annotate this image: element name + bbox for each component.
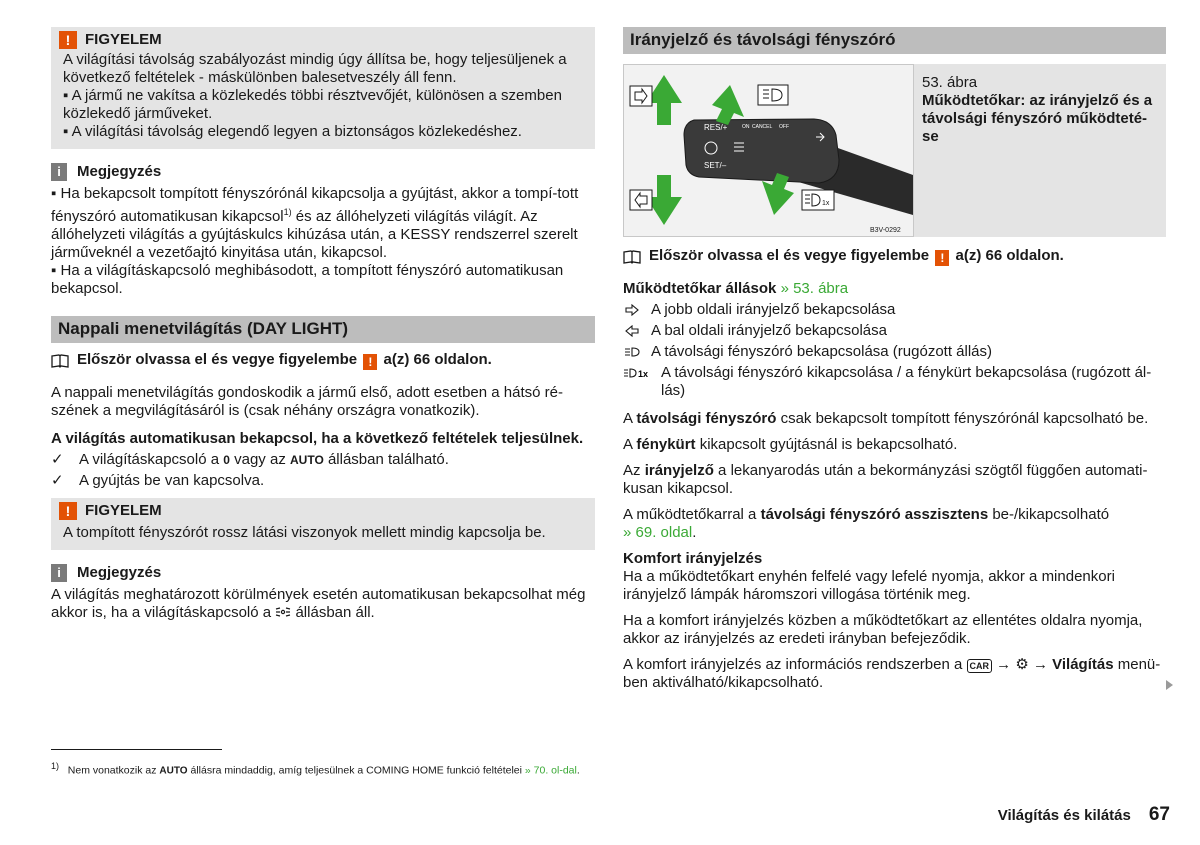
figure-title: Működtetőkar: az irányjelző és a távolsági fényszóró működteté-se	[922, 92, 1153, 145]
book-icon	[51, 354, 69, 368]
footnote-ref: 1)	[283, 207, 292, 217]
arrow-right-icon	[623, 301, 641, 319]
warning-bullet: ▪ A jármű ne vakítsa a közlekedés többi résztvevőjét, különösen a szemben közlekedő járműveket.	[63, 87, 562, 122]
section-heading: Nappali menetvilágítás (DAY LIGHT)	[51, 316, 595, 343]
settings-icon: ⚙	[1015, 656, 1029, 673]
high-beam-icon	[623, 343, 641, 361]
right-column	[623, 27, 1166, 692]
note-header	[51, 564, 595, 582]
left-column	[51, 27, 595, 622]
note-title: Megjegyzés	[77, 163, 162, 180]
warning-box-1	[51, 27, 595, 149]
note-paragraph: A világítás meghatározott körülmények esetén automatikusan bekapcsolhat még akkor is, ha a világításkapcsoló a állásban áll.	[51, 586, 586, 621]
figure-caption	[914, 64, 1166, 237]
check-item	[51, 472, 595, 490]
legend-text: A bal oldali irányjelző bekapcsolása	[651, 322, 887, 339]
warning-body	[59, 524, 587, 542]
car-button-icon: CAR	[967, 659, 993, 673]
bold-line: A világítás automatikusan bekapcsol, ha a következő feltételek teljesülnek.	[51, 430, 584, 447]
chapter-title: Világítás és kilátás	[997, 807, 1131, 824]
warning-text: A tompított fényszórót rossz látási viszonyok mellett mindig kapcsolja be.	[63, 524, 546, 541]
legend-item	[623, 301, 1166, 319]
read-first-line	[51, 351, 595, 370]
note-text: ▪ Ha bekapcsolt tompított fényszórónál kikapcsolja a gyújtást, akkor a tompí-tott fényszóró automatikusan kikapcsol	[51, 185, 579, 225]
lever-label-set: SET/–	[704, 161, 727, 170]
book-icon	[623, 250, 641, 264]
read-first-text: Először olvassa el és vegye figyelembe ! a(z) 66 oldalon.	[649, 247, 1064, 265]
lever-label-cancel: CANCEL	[752, 124, 773, 130]
legend-item	[623, 322, 1166, 340]
figure	[623, 64, 1166, 237]
page-link[interactable]: » 69. oldal	[623, 524, 693, 541]
paragraph: A működtetőkarral a távolsági fényszóró asszisztens be-/kikapcsolható » 69. oldal.	[623, 506, 1110, 541]
note-paragraph	[51, 185, 595, 262]
note-header	[51, 163, 595, 181]
paragraph: A fénykürt kikapcsolt gyújtásnál is bekapcsolható.	[623, 436, 958, 453]
lever-label-off: OFF	[779, 124, 789, 130]
paragraph: Ha a működtetőkart enyhén felfelé vagy lefelé nyomja, akkor a mindenkori irányjelző lámpák háromszori villogása történik meg.	[623, 568, 1115, 603]
warning-header	[59, 31, 587, 49]
note-text: és az állóhelyzeti világítás világít. Az állóhelyzeti világítás a gyújtáskulcs kihúzása után, a KESSY rendszerrel szerelt járműveknél a vezetőajtó kinyitása után, kikapcsol.	[51, 208, 578, 261]
warning-header	[59, 502, 587, 520]
read-first-text: Először olvassa el és vegye figyelembe ! a(z) 66 oldalon.	[77, 351, 492, 369]
positions-label: Működtetőkar állások	[623, 280, 777, 297]
paragraph: Ha a komfort irányjelzés közben a működtetőkart az ellentétes oldalra nyomja, akkor az irányjelzés az eredeti irányban befejeződik.	[623, 612, 1143, 647]
footnote-link[interactable]: » 70. ol-dal	[524, 764, 577, 777]
legend-text: A távolsági fényszóró bekapcsolása (rugózott állás)	[651, 343, 993, 360]
lever-drawing	[624, 65, 913, 236]
footnote-number: 1)	[51, 761, 60, 771]
subheading: Komfort irányjelzés	[623, 550, 763, 567]
read-first-line	[623, 247, 1166, 266]
check-text: A gyújtás be van kapcsolva.	[79, 472, 265, 489]
legend-item	[623, 364, 1166, 400]
lever-label-on: ON	[742, 124, 750, 130]
checkmark-icon: ✓	[51, 451, 64, 468]
high-beam-flash-icon	[623, 364, 651, 382]
warning-bullet: ▪ A világítási távolság elegendő legyen a biztonságos közlekedéshez.	[63, 123, 522, 140]
arrow-left-icon	[623, 322, 641, 340]
warning-icon: !	[59, 31, 77, 49]
page-number: 67	[1148, 804, 1170, 825]
legend-text: A jobb oldali irányjelző bekapcsolása	[651, 301, 896, 318]
check-item	[51, 451, 595, 469]
paragraph: A komfort irányjelzés az információs rendszerben a CAR → ⚙ → Világítás menü-ben aktiválható/kikapcsolható.	[623, 656, 1161, 691]
info-icon: i	[51, 163, 67, 181]
warning-icon: !	[59, 502, 77, 520]
page-footer	[998, 806, 1170, 825]
paragraph: Az irányjelző a lekanyarodás után a bekormányzási szögtől függően automati-kusan kikapcsol.	[623, 462, 1148, 497]
note-paragraph: ▪ Ha a világításkapcsoló meghibásodott, a tompított fényszóró automatikusan bekapcsol.	[51, 262, 564, 297]
auto-symbol: AUTO	[290, 453, 324, 467]
svg-text:1x: 1x	[638, 369, 649, 379]
warning-icon: !	[935, 250, 949, 266]
legend-text: A távolsági fényszóró kikapcsolása / a fénykürt bekapcsolása (rugózott ál-lás)	[661, 364, 1152, 399]
warning-box-2	[51, 498, 595, 550]
badge-1x: 1x	[822, 200, 830, 207]
footnote: $^{1)}$ Nem vonatkozik az AUTO állásra mindaddig, amíg teljesülnek a COMING HOME funkció feltételei » 70. ol-dal.	[51, 761, 580, 777]
paragraph: A távolsági fényszóró csak bekapcsolt tompított fényszórónál kapcsolható be.	[623, 410, 1149, 427]
lever-label-res: RES/+	[704, 123, 728, 132]
check-text: A világításkapcsoló a 0 vagy az AUTO állásban található.	[79, 451, 449, 468]
figure-code: B3V-0292	[870, 227, 901, 234]
zero-symbol: 0	[223, 453, 230, 467]
note-box-2	[51, 564, 595, 622]
footnote-divider	[51, 749, 222, 750]
parking-light-icon	[275, 607, 291, 617]
warning-title: FIGYELEM	[85, 31, 162, 48]
warning-icon: !	[363, 354, 377, 370]
warning-body	[59, 51, 587, 141]
warning-text: A világítási távolság szabályozást mindig úgy állítsa be, hogy teljesüljenek a következő feltételek - máskülönben balesetveszély áll fenn.	[63, 51, 567, 86]
checkmark-icon: ✓	[51, 472, 64, 489]
positions-line	[623, 280, 1166, 298]
figure-link[interactable]: » 53. ábra	[780, 280, 849, 297]
info-icon: i	[51, 564, 67, 582]
note-box-1	[51, 163, 595, 298]
section-heading: Irányjelző és távolsági fényszóró	[623, 27, 1166, 54]
lever-illustration	[623, 64, 914, 237]
note-title: Megjegyzés	[77, 564, 162, 581]
warning-title: FIGYELEM	[85, 502, 162, 519]
legend-item	[623, 343, 1166, 361]
figure-number: 53. ábra	[922, 74, 978, 91]
paragraph: A nappali menetvilágítás gondoskodik a jármű első, adott esetben a hátsó ré-szének a megvilágításáról is (csak néhány országra vonatkozik).	[51, 384, 563, 419]
next-page-arrow-icon	[1166, 680, 1173, 690]
